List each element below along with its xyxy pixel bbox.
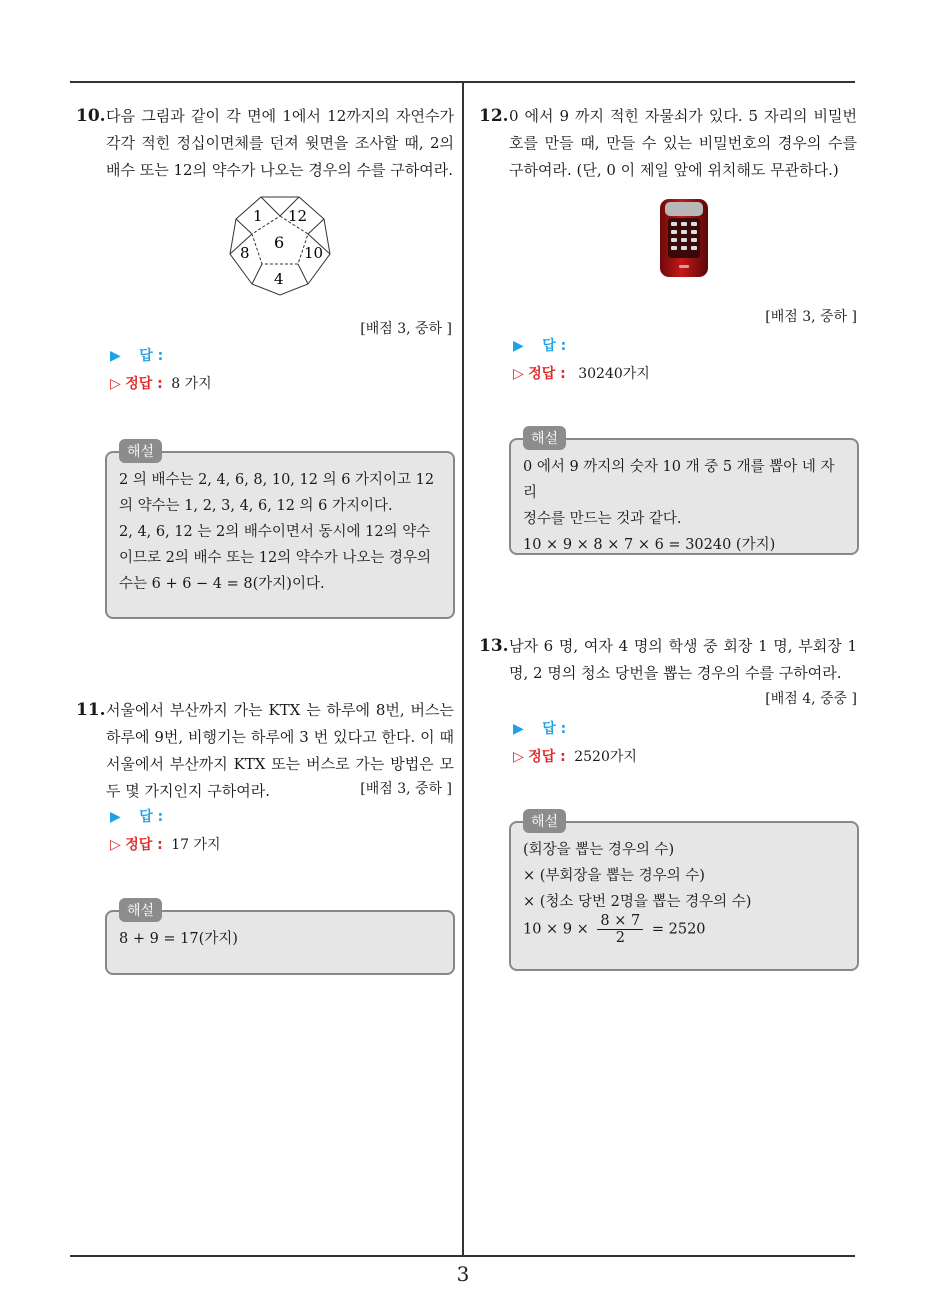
score: [배점 4, 중중 ]	[765, 691, 857, 707]
score: [배점 3, 중하 ]	[765, 309, 857, 325]
explanation-line: 0 에서 9 까지의 숫자 10 개 중 5 개를 뽑아 네 자리	[523, 459, 835, 501]
play-icon: ▶	[513, 721, 524, 737]
correct-label: 정답 :	[125, 837, 163, 853]
face-label: 12	[288, 207, 308, 225]
answer-label: 답 :	[139, 348, 164, 364]
explanation-box	[509, 431, 859, 555]
question-text: 남자 6 명, 여자 4 명의 학생 중 회장 1 명, 부회장 1 명, 2 명의 청소 당번을 뽑는 경우의 수를 구하여라.	[509, 637, 857, 682]
question-12	[479, 103, 857, 184]
play-outline-icon: ▷	[513, 366, 524, 382]
score: [배점 3, 중하 ]	[360, 781, 452, 797]
question-number: 13.	[479, 636, 509, 656]
explanation-line: 10 × 9 × 8 × 7 × 6 = 30240 (가지)	[523, 537, 776, 553]
question-number: 10.	[76, 106, 106, 126]
explanation-line: × (부회장을 뽑는 경우의 수)	[523, 868, 705, 884]
explanation-line: 수는 6 + 6 − 4 = 8(가지)이다.	[119, 576, 325, 592]
face-label: 8	[240, 244, 250, 262]
explanation-text	[523, 837, 845, 946]
question-text: 0 에서 9 까지 적힌 자물쇠가 있다. 5 자리의 비밀번호를 만들 때, 만들 수 있는 비밀번호의 경우의 수를 구하여라. (단, 0 이 제일 앞에 위치해도 무관하다.)	[509, 107, 857, 179]
correct-answer-row	[513, 746, 637, 766]
answer-row	[513, 718, 566, 738]
face-label: 10	[304, 244, 324, 262]
explanation-line: 8 + 9 = 17(가지)	[119, 931, 238, 947]
correct-label: 정답 :	[528, 749, 566, 765]
play-icon: ▶	[110, 348, 121, 364]
answer-label: 답 :	[542, 721, 567, 737]
score: [배점 3, 중하 ]	[360, 321, 452, 337]
correct-answer-row	[513, 363, 650, 383]
fraction-numerator: 8 × 7	[597, 913, 643, 930]
play-outline-icon: ▷	[110, 376, 121, 392]
face-label: 4	[274, 270, 284, 288]
column-divider	[462, 81, 464, 1257]
play-icon: ▶	[110, 809, 121, 825]
explanation-line: 2 의 배수는 2, 4, 6, 8, 10, 12 의 6 가지이고 12	[119, 472, 435, 488]
answer-label: 답 :	[139, 809, 164, 825]
correct-answer-row	[110, 834, 221, 854]
answer-row	[110, 806, 163, 826]
correct-label: 정답 :	[528, 366, 566, 382]
explanation-line: 이므로 2의 배수 또는 12의 약수가 나오는 경우의	[119, 550, 432, 566]
explanation-box	[105, 444, 455, 619]
question-text: 다음 그림과 같이 각 면에 1에서 12까지의 자연수가 각각 적힌 정십이면체를 던져 윗면을 조사할 때, 2의 배수 또는 12의 약수가 나오는 경우의 수를 구하여라.	[106, 107, 454, 179]
correct-value: 2520가지	[574, 749, 637, 765]
explanation-box	[105, 903, 455, 975]
answer-row	[110, 345, 163, 365]
question-10	[76, 103, 454, 184]
play-icon: ▶	[513, 338, 524, 354]
explanation-tag: 해설	[119, 898, 162, 922]
fraction	[597, 913, 643, 946]
explanation-line: 의 약수는 1, 2, 3, 4, 6, 12 의 6 가지이다.	[119, 498, 393, 514]
explanation-line: 2, 4, 6, 12 는 2의 배수이면서 동시에 12의 약수	[119, 524, 431, 540]
explanation-text	[523, 454, 845, 558]
play-outline-icon: ▷	[110, 837, 121, 853]
answer-row	[513, 335, 566, 355]
question-number: 11.	[76, 700, 106, 720]
dodecahedron-figure	[226, 194, 334, 298]
page-number: 3	[456, 1262, 470, 1286]
question-text: 서울에서 부산까지 가는 KTX 는 하루에 8번, 버스는 하루에 9번, 비행기는 하루에 3 번 있다고 한다. 이 때 서울에서 부산까지 KTX 또는 버스로 가는 방법은 모두 몇 가지인지 구하여라.	[106, 701, 454, 800]
correct-label: 정답 :	[125, 376, 163, 392]
correct-answer-row	[110, 373, 212, 393]
face-label: 1	[253, 207, 263, 225]
play-outline-icon: ▷	[513, 749, 524, 765]
formula-suffix: = 2520	[651, 921, 706, 938]
explanation-box	[509, 814, 859, 971]
formula-prefix: 10 × 9 ×	[523, 921, 589, 938]
correct-value: 17 가지	[171, 837, 221, 853]
explanation-text	[119, 926, 441, 952]
explanation-tag: 해설	[119, 439, 162, 463]
correct-value: 8 가지	[171, 376, 212, 392]
explanation-line: 정수를 만드는 것과 같다.	[523, 511, 682, 527]
explanation-tag: 해설	[523, 809, 566, 833]
answer-label: 답 :	[542, 338, 567, 354]
explanation-line: × (청소 당번 2명을 뽑는 경우의 수)	[523, 894, 752, 910]
question-number: 12.	[479, 106, 509, 126]
formula	[523, 913, 845, 946]
question-13	[479, 633, 857, 687]
door-lock-image	[659, 198, 709, 278]
explanation-line: (회장을 뽑는 경우의 수)	[523, 842, 675, 858]
correct-value: 30240가지	[578, 366, 650, 382]
face-label: 6	[274, 233, 285, 252]
explanation-tag: 해설	[523, 426, 566, 450]
fraction-denominator: 2	[615, 930, 625, 946]
bottom-rule	[70, 1255, 855, 1257]
explanation-text	[119, 467, 441, 597]
